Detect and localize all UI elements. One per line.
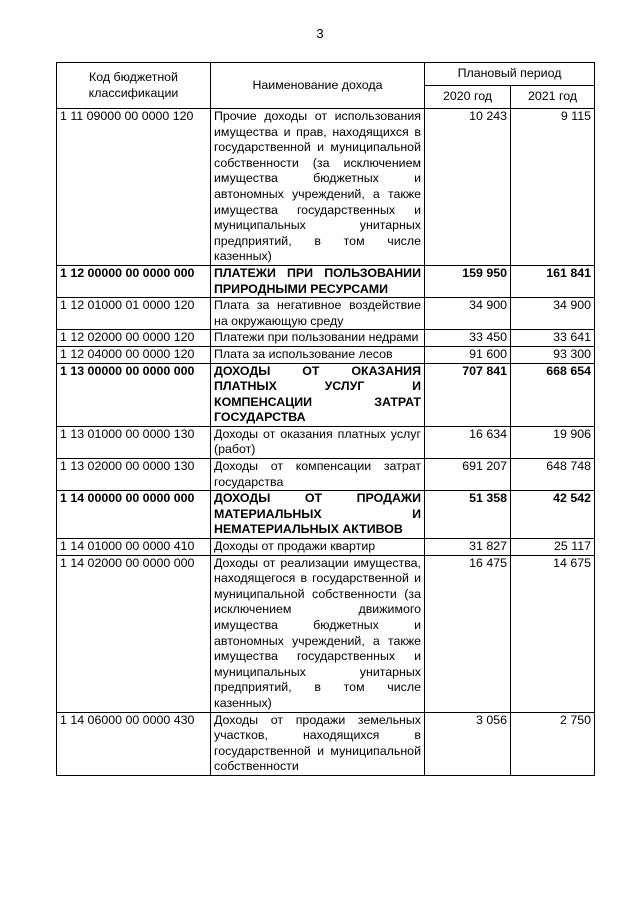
revenue-table: [56, 62, 595, 776]
value-2020-cell: 33 450: [425, 330, 511, 347]
value-2020-cell: 707 841: [425, 363, 511, 426]
table-row: [57, 346, 595, 363]
table-row: [57, 109, 595, 266]
code-cell: 1 14 06000 00 0000 430: [57, 712, 211, 775]
table-row: [57, 426, 595, 458]
header-year-2020: 2020 год: [425, 86, 511, 109]
code-cell: 1 12 01000 01 0000 120: [57, 298, 211, 330]
page-number: 3: [316, 26, 324, 41]
code-cell: 1 12 00000 00 0000 000: [57, 265, 211, 297]
value-2020-cell: 91 600: [425, 346, 511, 363]
name-cell: ДОХОДЫ ОТ ПРОДАЖИ МАТЕРИАЛЬНЫХ И НЕМАТЕРИАЛЬНЫХ АКТИВОВ: [211, 491, 425, 539]
value-2021-cell: 668 654: [511, 363, 595, 426]
code-cell: 1 13 01000 00 0000 130: [57, 426, 211, 458]
code-cell: 1 13 00000 00 0000 000: [57, 363, 211, 426]
table-row: [57, 712, 595, 775]
value-2020-cell: 10 243: [425, 109, 511, 266]
value-2021-cell: 648 748: [511, 459, 595, 491]
name-cell: Доходы от оказания платных услуг (работ): [211, 426, 425, 458]
code-cell: 1 12 02000 00 0000 120: [57, 330, 211, 347]
table-row: [57, 363, 595, 426]
header-year-2021: 2021 год: [511, 86, 595, 109]
value-2021-cell: 14 675: [511, 555, 595, 712]
value-2020-cell: 34 900: [425, 298, 511, 330]
value-2021-cell: 93 300: [511, 346, 595, 363]
table-row: [57, 298, 595, 330]
name-cell: Доходы от продажи квартир: [211, 539, 425, 556]
code-cell: 1 13 02000 00 0000 130: [57, 459, 211, 491]
value-2020-cell: 31 827: [425, 539, 511, 556]
value-2021-cell: 25 117: [511, 539, 595, 556]
value-2021-cell: 161 841: [511, 265, 595, 297]
name-cell: Прочие доходы от использования имущества и прав, находящихся в государственной и муниципальной собственности (за исключением имущества бюджетных и автономных учреждений, а также имущества государственных и муниципальных унитарных предприятий, в том числе казенных): [211, 109, 425, 266]
header-code: Код бюджетной классификации: [57, 63, 211, 109]
value-2020-cell: 16 634: [425, 426, 511, 458]
value-2020-cell: 51 358: [425, 491, 511, 539]
name-cell: Плата за использование лесов: [211, 346, 425, 363]
value-2020-cell: 16 475: [425, 555, 511, 712]
name-cell: Доходы от компенсации затрат государства: [211, 459, 425, 491]
value-2021-cell: 9 115: [511, 109, 595, 266]
name-cell: Доходы от продажи земельных участков, находящихся в государственной и муниципальной собственности: [211, 712, 425, 775]
value-2021-cell: 34 900: [511, 298, 595, 330]
table-row: [57, 330, 595, 347]
name-cell: Платежи при пользовании недрами: [211, 330, 425, 347]
header-name: Наименование дохода: [211, 63, 425, 109]
table-row: [57, 459, 595, 491]
value-2021-cell: 42 542: [511, 491, 595, 539]
name-cell: ПЛАТЕЖИ ПРИ ПОЛЬЗОВАНИИ ПРИРОДНЫМИ РЕСУРСАМИ: [211, 265, 425, 297]
value-2020-cell: 3 056: [425, 712, 511, 775]
value-2020-cell: 159 950: [425, 265, 511, 297]
code-cell: 1 14 00000 00 0000 000: [57, 491, 211, 539]
code-cell: 1 14 02000 00 0000 000: [57, 555, 211, 712]
code-cell: 1 12 04000 00 0000 120: [57, 346, 211, 363]
value-2021-cell: 33 641: [511, 330, 595, 347]
table-row: [57, 539, 595, 556]
value-2021-cell: 2 750: [511, 712, 595, 775]
table-row: [57, 555, 595, 712]
value-2021-cell: 19 906: [511, 426, 595, 458]
name-cell: Доходы от реализации имущества, находящегося в государственной и муниципальной собственности (за исключением движимого имущества бюджетных и автономных учреждений, а также имущества государственных и муниципальных унитарных предприятий, в том числе казенных): [211, 555, 425, 712]
code-cell: 1 14 01000 00 0000 410: [57, 539, 211, 556]
name-cell: Плата за негативное воздействие на окружающую среду: [211, 298, 425, 330]
table-row: [57, 265, 595, 297]
code-cell: 1 11 09000 00 0000 120: [57, 109, 211, 266]
header-period: Плановый период: [425, 63, 595, 86]
name-cell: ДОХОДЫ ОТ ОКАЗАНИЯ ПЛАТНЫХ УСЛУГ И КОМПЕНСАЦИИ ЗАТРАТ ГОСУДАРСТВА: [211, 363, 425, 426]
table-row: [57, 491, 595, 539]
value-2020-cell: 691 207: [425, 459, 511, 491]
